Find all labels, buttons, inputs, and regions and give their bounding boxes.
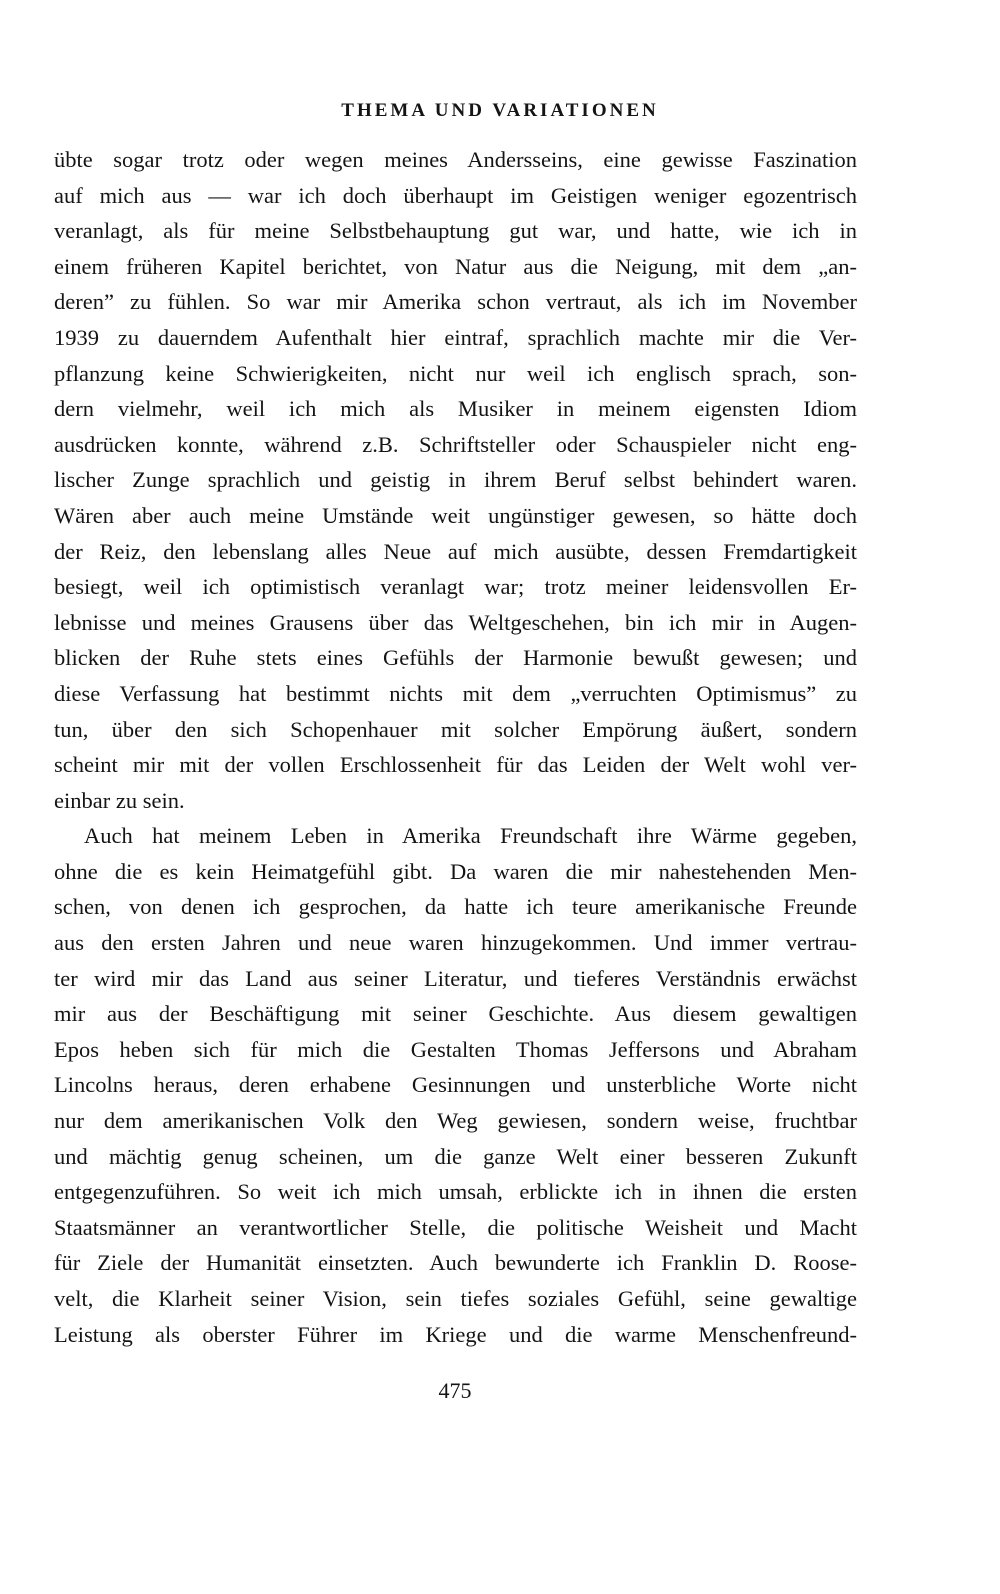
text-line: 1939 zu dauerndem Aufenthalt hier eintraf, sprachlich machte mir die Ver- xyxy=(54,324,857,350)
text-line: dern vielmehr, weil ich mich als Musiker in meinem eigensten Idiom xyxy=(54,396,857,422)
text-line: und mächtig genug scheinen, um die ganze Welt einer besseren Zukunft xyxy=(54,1143,857,1169)
page-number: 475 xyxy=(438,1378,472,1403)
text-line: blicken der Ruhe stets eines Gefühls der Harmonie bewußt gewesen; und xyxy=(54,645,857,671)
text-line: ohne die es kein Heimatgefühl gibt. Da waren die mir nahestehenden Men- xyxy=(54,858,857,884)
paragraph-1 xyxy=(54,142,857,818)
text-line: schen, von denen ich gesprochen, da hatte ich teure amerikanische Freunde xyxy=(54,894,857,920)
paragraph-2 xyxy=(54,818,857,1352)
text-line: Lincolns heraus, deren erhabene Gesinnungen und unsterbliche Worte nicht xyxy=(54,1072,857,1098)
text-line: tun, über den sich Schopenhauer mit solcher Empörung äußert, sondern xyxy=(54,716,857,742)
text-line: velt, die Klarheit seiner Vision, sein tiefes soziales Gefühl, seine gewaltige xyxy=(54,1286,857,1311)
text-line: lebnisse und meines Grausens über das Weltgeschehen, bin ich mir in Augen- xyxy=(54,609,857,635)
body-text xyxy=(54,142,857,1352)
text-line: lischer Zunge sprachlich und geistig in ihrem Beruf selbst behindert waren. xyxy=(54,467,857,493)
text-line: pflanzung keine Schwierigkeiten, nicht nur weil ich englisch sprach, son- xyxy=(54,360,857,386)
text-line: Leistung als oberster Führer im Kriege und die warme Menschenfreund- xyxy=(54,1321,857,1347)
text-line: veranlagt, als für meine Selbstbehauptung gut war, und hatte, wie ich in xyxy=(54,218,857,244)
text-line: einem früheren Kapitel berichtet, von Natur aus die Neigung, mit dem „an- xyxy=(54,253,857,279)
text-line: auf mich aus — war ich doch überhaupt im Geistigen weniger egozentrisch xyxy=(54,182,857,208)
text-line: übte sogar trotz oder wegen meines Andersseins, eine gewisse Faszination xyxy=(54,147,857,172)
text-line: einbar zu sein. xyxy=(54,787,185,813)
text-line: entgegenzuführen. So weit ich mich umsah, erblickte ich in ihnen die ersten xyxy=(54,1179,857,1205)
text-line: Staatsmänner an verantwortlicher Stelle, die politische Weisheit und Macht xyxy=(54,1214,857,1240)
text-line: Epos heben sich für mich die Gestalten Thomas Jeffersons und Abraham xyxy=(54,1036,857,1062)
text-line: für Ziele der Humanität einsetzten. Auch bewunderte ich Franklin D. Roose- xyxy=(54,1250,857,1276)
text-line: aus den ersten Jahren und neue waren hinzugekommen. Und immer vertrau- xyxy=(54,930,857,956)
running-head: THEMA UND VARIATIONEN xyxy=(341,100,659,121)
text-line: Wären aber auch meine Umstände weit ungünstiger gewesen, so hätte doch xyxy=(54,502,857,528)
text-line: Auch hat meinem Leben in Amerika Freundschaft ihre Wärme gegeben, xyxy=(84,823,857,849)
text-line: mir aus der Beschäftigung mit seiner Geschichte. Aus diesem gewaltigen xyxy=(54,1001,857,1027)
text-line: ter wird mir das Land aus seiner Literatur, und tieferes Verständnis erwächst xyxy=(54,965,857,991)
text-line: scheint mir mit der vollen Erschlossenheit für das Leiden der Welt wohl ver- xyxy=(54,752,857,778)
text-line: ausdrücken konnte, während z.B. Schriftsteller oder Schauspieler nicht eng- xyxy=(54,431,857,457)
text-line: der Reiz, den lebenslang alles Neue auf mich ausübte, dessen Fremdartigkeit xyxy=(54,538,857,564)
text-line: deren” zu fühlen. So war mir Amerika schon vertraut, als ich im November xyxy=(54,289,857,315)
text-line: nur dem amerikanischen Volk den Weg gewiesen, sondern weise, fruchtbar xyxy=(54,1108,857,1134)
text-line: diese Verfassung hat bestimmt nichts mit dem „verruchten Optimismus” zu xyxy=(54,680,857,706)
text-line: besiegt, weil ich optimistisch veranlagt war; trotz meiner leidensvollen Er- xyxy=(54,574,857,600)
